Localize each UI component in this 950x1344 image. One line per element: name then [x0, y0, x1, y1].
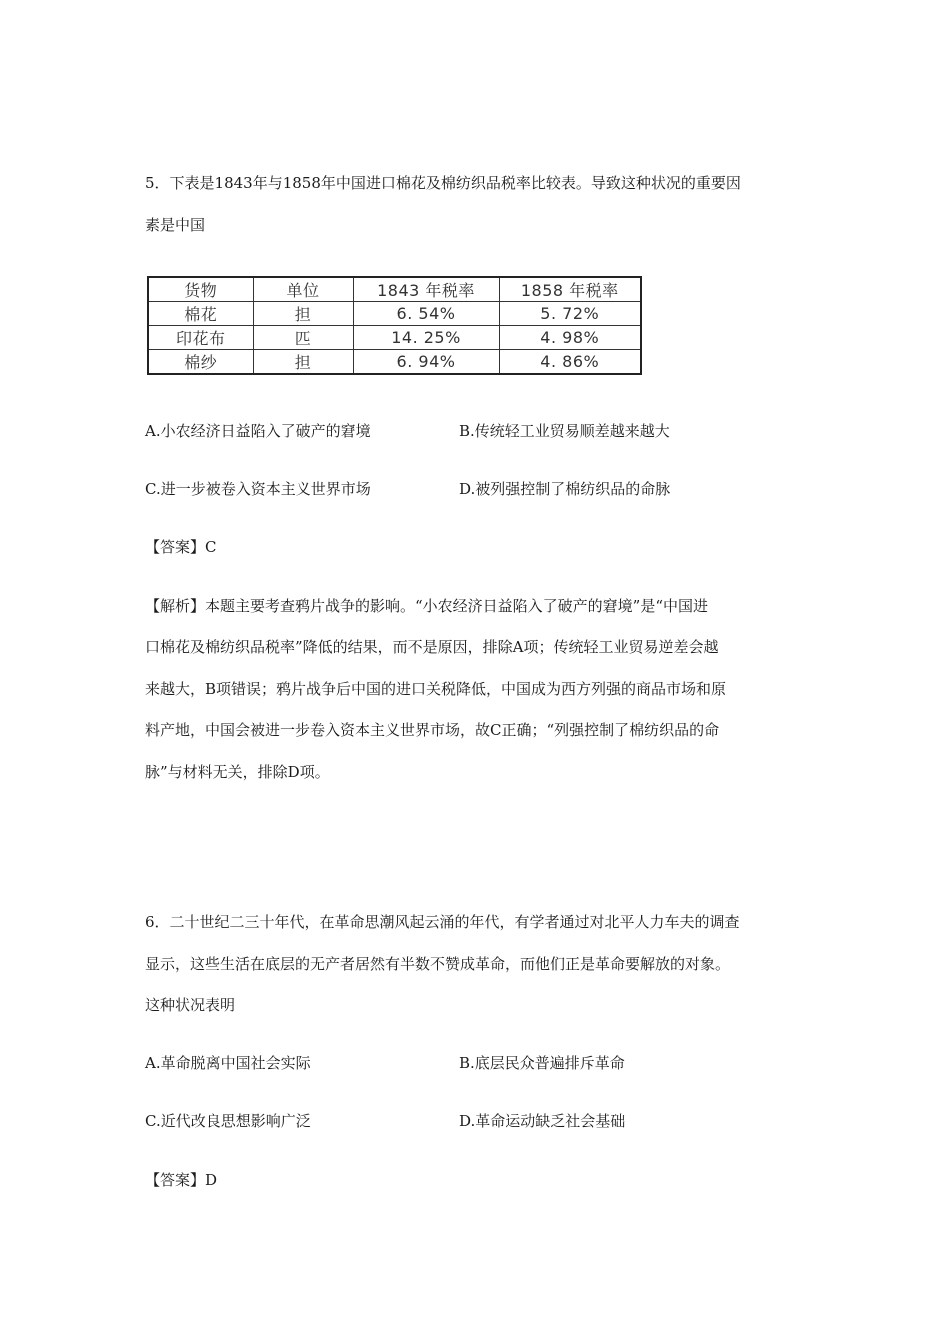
header-1858-rate: 1858 年税率 [499, 277, 641, 302]
table-row [148, 302, 641, 326]
cell: 担 [253, 350, 353, 375]
cell: 6. 54% [353, 302, 499, 326]
table-row [148, 350, 641, 375]
q5-option-d: D.被列强控制了棉纺织品的命脉 [459, 480, 671, 498]
q5-analysis-line-5: 脉”与材料无关，排除D项。 [145, 763, 330, 781]
q6-stem-line-3: 这种状况表明 [145, 996, 236, 1014]
cell: 印花布 [148, 326, 253, 350]
q5-answer: 【答案】C [145, 538, 217, 556]
table-row [148, 326, 641, 350]
q6-option-c: C.近代改良思想影响广泛 [145, 1112, 311, 1130]
tax-rate-table [147, 276, 642, 375]
cell: 6. 94% [353, 350, 499, 375]
cell: 匹 [253, 326, 353, 350]
q6-option-d: D.革命运动缺乏社会基础 [459, 1112, 626, 1130]
cell: 14. 25% [353, 326, 499, 350]
q6-answer: 【答案】D [145, 1171, 218, 1189]
header-goods: 货物 [148, 277, 253, 302]
cell: 担 [253, 302, 353, 326]
header-1843-rate: 1843 年税率 [353, 277, 499, 302]
header-unit: 单位 [253, 277, 353, 302]
q6-stem-line-2: 显示，这些生活在底层的无产者居然有半数不赞成革命，而他们正是革命要解放的对象。 [145, 955, 731, 973]
q5-analysis-line-4: 料产地，中国会被进一步卷入资本主义世界市场，故C正确；“列强控制了棉纺织品的命 [145, 721, 720, 739]
q5-option-b: B.传统轻工业贸易顺差越来越大 [459, 422, 670, 440]
cell: 4. 98% [499, 326, 641, 350]
q5-stem-line-1: 5．下表是1843年与1858年中国进口棉花及棉纺织品税率比较表。导致这种状况的重要因 [145, 174, 741, 192]
cell: 棉纱 [148, 350, 253, 375]
q6-stem-line-1: 6．二十世纪二三十年代，在革命思潮风起云涌的年代，有学者通过对北平人力车夫的调查 [145, 913, 740, 931]
q5-analysis-line-3: 来越大，B项错误；鸦片战争后中国的进口关税降低，中国成为西方列强的商品市场和原 [145, 680, 727, 698]
q5-option-c: C.进一步被卷入资本主义世界市场 [145, 480, 371, 498]
q5-stem-line-2: 素是中国 [145, 216, 206, 234]
table-header-row [148, 277, 641, 302]
cell: 4. 86% [499, 350, 641, 375]
cell: 棉花 [148, 302, 253, 326]
cell: 5. 72% [499, 302, 641, 326]
q5-option-a: A.小农经济日益陷入了破产的窘境 [145, 422, 371, 440]
q5-analysis-line-2: 口棉花及棉纺织品税率”降低的结果，而不是原因，排除A项；传统轻工业贸易逆差会越 [145, 638, 719, 656]
q6-option-a: A.革命脱离中国社会实际 [145, 1054, 311, 1072]
q5-analysis-line-1: 【解析】本题主要考查鸦片战争的影响。“小农经济日益陷入了破产的窘境”是“中国进 [145, 597, 709, 615]
q6-option-b: B.底层民众普遍排斥革命 [459, 1054, 625, 1072]
